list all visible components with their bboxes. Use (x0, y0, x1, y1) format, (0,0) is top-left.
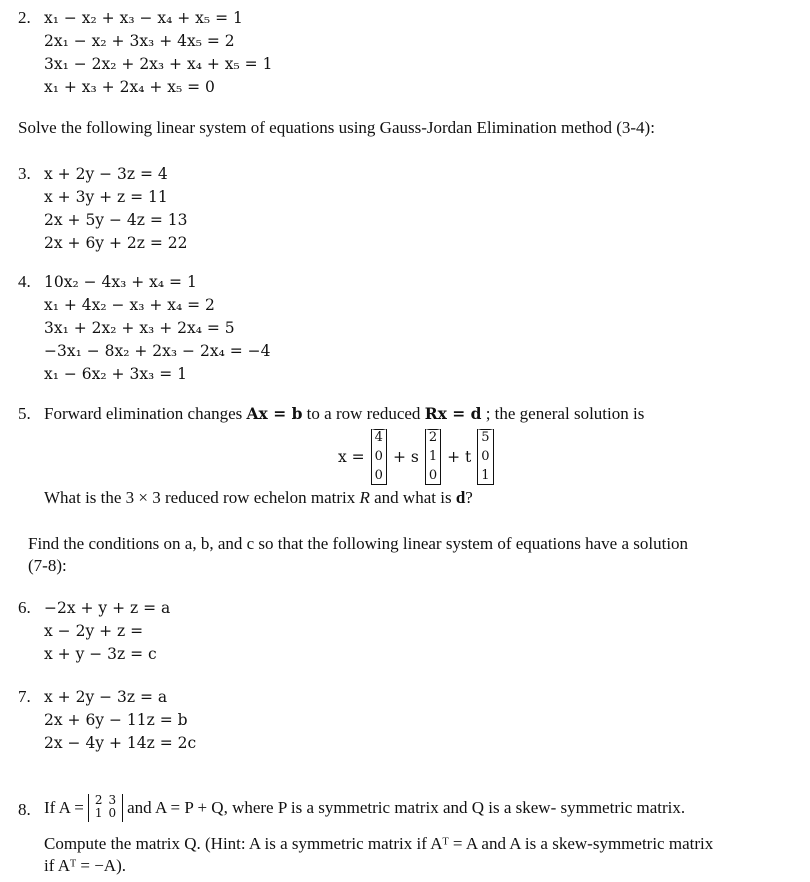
problem-8-text-rest: and A = P + Q, where P is a symmetric matrix and Q is a skew- symmetric matrix. (127, 798, 686, 817)
conditions-instruction-line-1: Find the conditions on a, b, and c so that the following linear system of equations have a solution (28, 534, 689, 553)
vector-2-entry-1: 2 (428, 430, 438, 445)
conditions-instruction-line-2: (7-8): (28, 556, 67, 575)
problem-6-equation-2: x − 2y + z = (44, 622, 144, 640)
plus-s: + s (392, 448, 419, 466)
matrix-a-entry-11: 2 (94, 793, 103, 807)
problem-5-question (44, 488, 473, 508)
problem-5-statement (44, 404, 644, 424)
problem-6-equation-3: x + y − 3z = c (44, 645, 157, 663)
problem-5-number: 5. (18, 404, 31, 423)
problem-5-question-b: and what is (369, 488, 456, 507)
matrix-a-column-2 (105, 794, 119, 822)
problem-5-text-a: Forward elimination changes (44, 404, 247, 423)
problem-8-if-a: If A = (44, 798, 84, 817)
problem-5-text-b: to a row reduced (302, 404, 425, 423)
matrix-a-entry-12: 3 (108, 793, 117, 807)
problem-4-equation-1: 10x₂ − 4x₃ + x₄ = 1 (44, 273, 197, 291)
vector-3-entry-1: 5 (481, 430, 490, 445)
vector-1-entry-3: 0 (374, 468, 383, 483)
problem-7-equation-2: 2x + 6y − 11z = b (44, 711, 188, 729)
vector-2-entry-2: 1 (428, 449, 438, 464)
problem-3-equation-4: 2x + 6y + 2z = 22 (44, 234, 188, 252)
problem-2-equation-4: x₁ + x₃ + 2x₄ + x₅ = 0 (44, 78, 215, 96)
general-solution (338, 428, 494, 486)
gauss-jordan-instruction: Solve the following linear system of equations using Gauss-Jordan Elimination method (3-4): (18, 118, 655, 137)
matrix-a (88, 794, 123, 822)
vector-1-entry-2: 0 (374, 449, 383, 464)
problem-4-equation-5: x₁ − 6x₂ + 3x₃ = 1 (44, 365, 187, 383)
vector-3-entry-2: 0 (481, 449, 490, 464)
solution-lhs: x = (338, 448, 365, 466)
problem-8-line-3: if Aᵀ = −A). (44, 856, 126, 875)
problem-8-line-1 (44, 794, 685, 822)
problem-2-equation-3: 3x₁ − 2x₂ + 2x₃ + x₄ + x₅ = 1 (44, 55, 273, 73)
solution-vector-2 (425, 429, 441, 485)
problem-7-number: 7. (18, 687, 31, 706)
problem-3-number: 3. (18, 164, 31, 183)
problem-5-eq-ax-b: Ax = b (246, 404, 303, 423)
problem-3-equation-3: 2x + 5y − 4z = 13 (44, 211, 188, 229)
matrix-a-entry-22: 0 (108, 806, 117, 820)
problem-4-number: 4. (18, 272, 31, 291)
problem-3-equation-2: x + 3y + z = 11 (44, 188, 168, 206)
problem-5-question-r: R (359, 488, 370, 507)
problem-5-question-d: d (455, 488, 466, 507)
problem-2-equation-2: 2x₁ − x₂ + 3x₃ + 4x₅ = 2 (44, 32, 235, 50)
problem-7-equation-1: x + 2y − 3z = a (44, 688, 168, 706)
problem-4-equation-2: x₁ + 4x₂ − x₃ + x₄ = 2 (44, 296, 215, 314)
matrix-a-entry-21: 1 (94, 806, 103, 820)
solution-vector-3 (477, 429, 493, 485)
problem-2-equation-1: x₁ − x₂ + x₃ − x₄ + x₅ = 1 (44, 9, 243, 27)
problem-5-question-c: ? (465, 488, 473, 507)
matrix-a-column-1 (92, 794, 106, 822)
problem-4-equation-3: 3x₁ + 2x₂ + x₃ + 2x₄ = 5 (44, 319, 235, 337)
problem-8-line-2: Compute the matrix Q. (Hint: A is a symmetric matrix if Aᵀ = A and A is a skew-symmetric matrix (44, 834, 714, 853)
problem-6-number: 6. (18, 598, 31, 617)
problem-5-eq-rx-d: Rx = d (424, 404, 482, 423)
problem-7-equation-3: 2x − 4y + 14z = 2c (44, 734, 197, 752)
vector-2-entry-3: 0 (428, 468, 438, 483)
problem-8-number: 8. (18, 800, 31, 819)
problem-3-equation-1: x + 2y − 3z = 4 (44, 165, 168, 183)
problem-6-equation-1: −2x + y + z = a (44, 599, 171, 617)
solution-vector-1 (371, 429, 387, 485)
vector-1-entry-1: 4 (374, 430, 383, 445)
problem-5-text-c: ; the general solution is (481, 404, 645, 423)
plus-t: + t (447, 448, 472, 466)
problem-5-question-a: What is the 3 × 3 reduced row echelon matrix (44, 488, 360, 507)
problem-4-equation-4: −3x₁ − 8x₂ + 2x₃ − 2x₄ = −4 (44, 342, 271, 360)
problem-2-number: 2. (18, 8, 31, 27)
vector-3-entry-3: 1 (481, 468, 490, 483)
